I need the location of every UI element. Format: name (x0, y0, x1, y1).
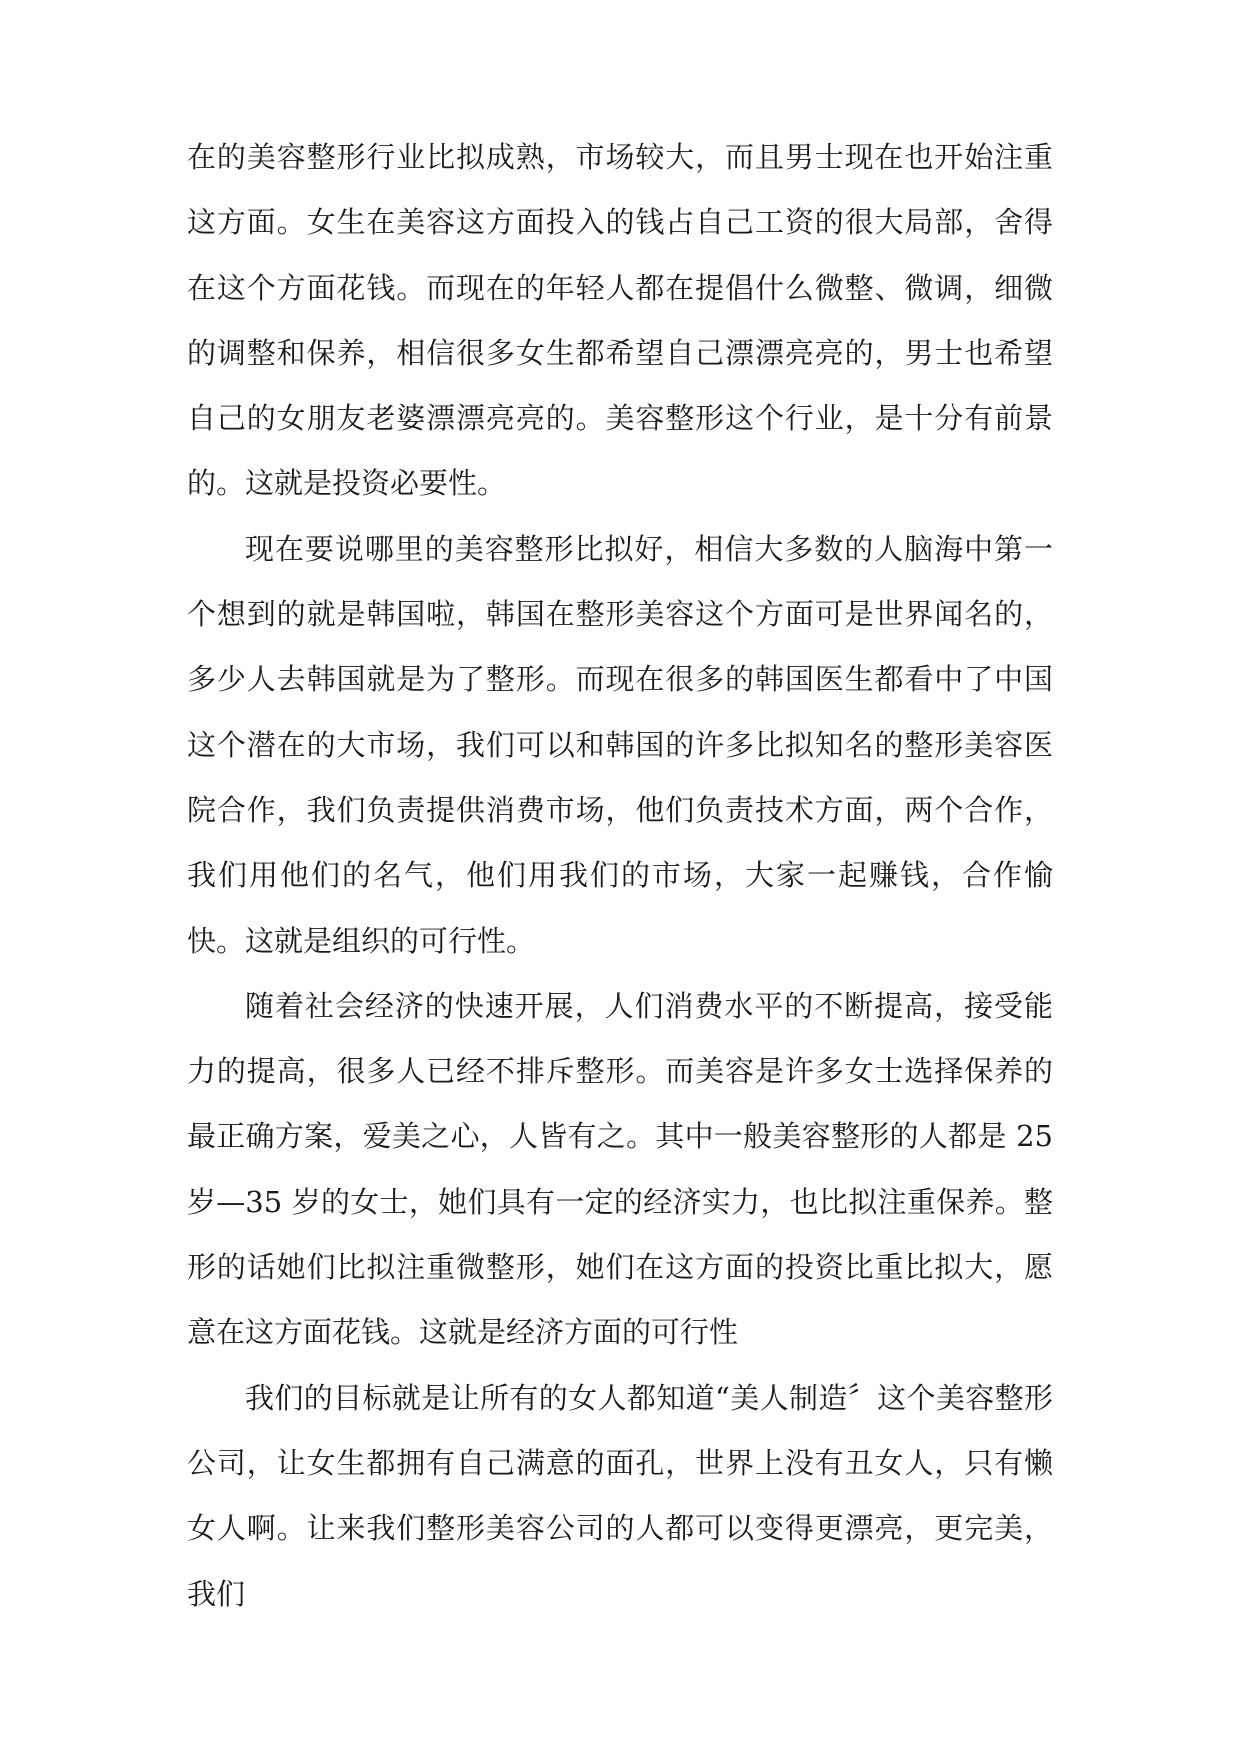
paragraph-4: 我们的目标就是让所有的女人都知道“美人制造〞这个美容整形公司，让女生都拥有自己满意的面孔，世界上没有丑女人，只有懒女人啊。让来我们整形美容公司的人都可以变得更漂亮，更完美，我们 (187, 1380, 1053, 1611)
document-body (187, 125, 1053, 1627)
paragraph-2: 现在要说哪里的美容整形比拟好，相信大多数的人脑海中第一个想到的就是韩国啦，韩国在整形美容这个方面可是世界闻名的，多少人去韩国就是为了整形。而现在很多的韩国医生都看中了中国这个潜在的大市场，我们可以和韩国的许多比拟知名的整形美容医院合作，我们负责提供消费市场，他们负责技术方面，两个合作，我们用他们的名气，他们用我们的市场，大家一起赚钱，合作愉快。这就是组织的可行性。 (187, 531, 1053, 958)
paragraph-3: 随着社会经济的快速开展，人们消费水平的不断提高，接受能力的提高，很多人已经不排斥整形。而美容是许多女士选择保养的最正确方案，爱美之心，人皆有之。其中一般美容整形的人都是 25 岁—35 岁的女士，她们具有一定的经济实力，也比拟注重保养。整形的话她们比拟注重微整形，她们在这方面的投资比重比拟大，愿意在这方面花钱。这就是经济方面的可行性 (187, 988, 1053, 1350)
paragraph-1: 在的美容整形行业比拟成熟，市场较大，而且男士现在也开始注重这方面。女生在美容这方面投入的钱占自己工资的很大局部，舍得在这个方面花钱。而现在的年轻人都在提倡什么微整、微调，细微的调整和保养，相信很多女生都希望自己漂漂亮亮的，男士也希望自己的女朋友老婆漂漂亮亮的。美容整形这个行业，是十分有前景的。这就是投资必要性。 (187, 140, 1053, 501)
